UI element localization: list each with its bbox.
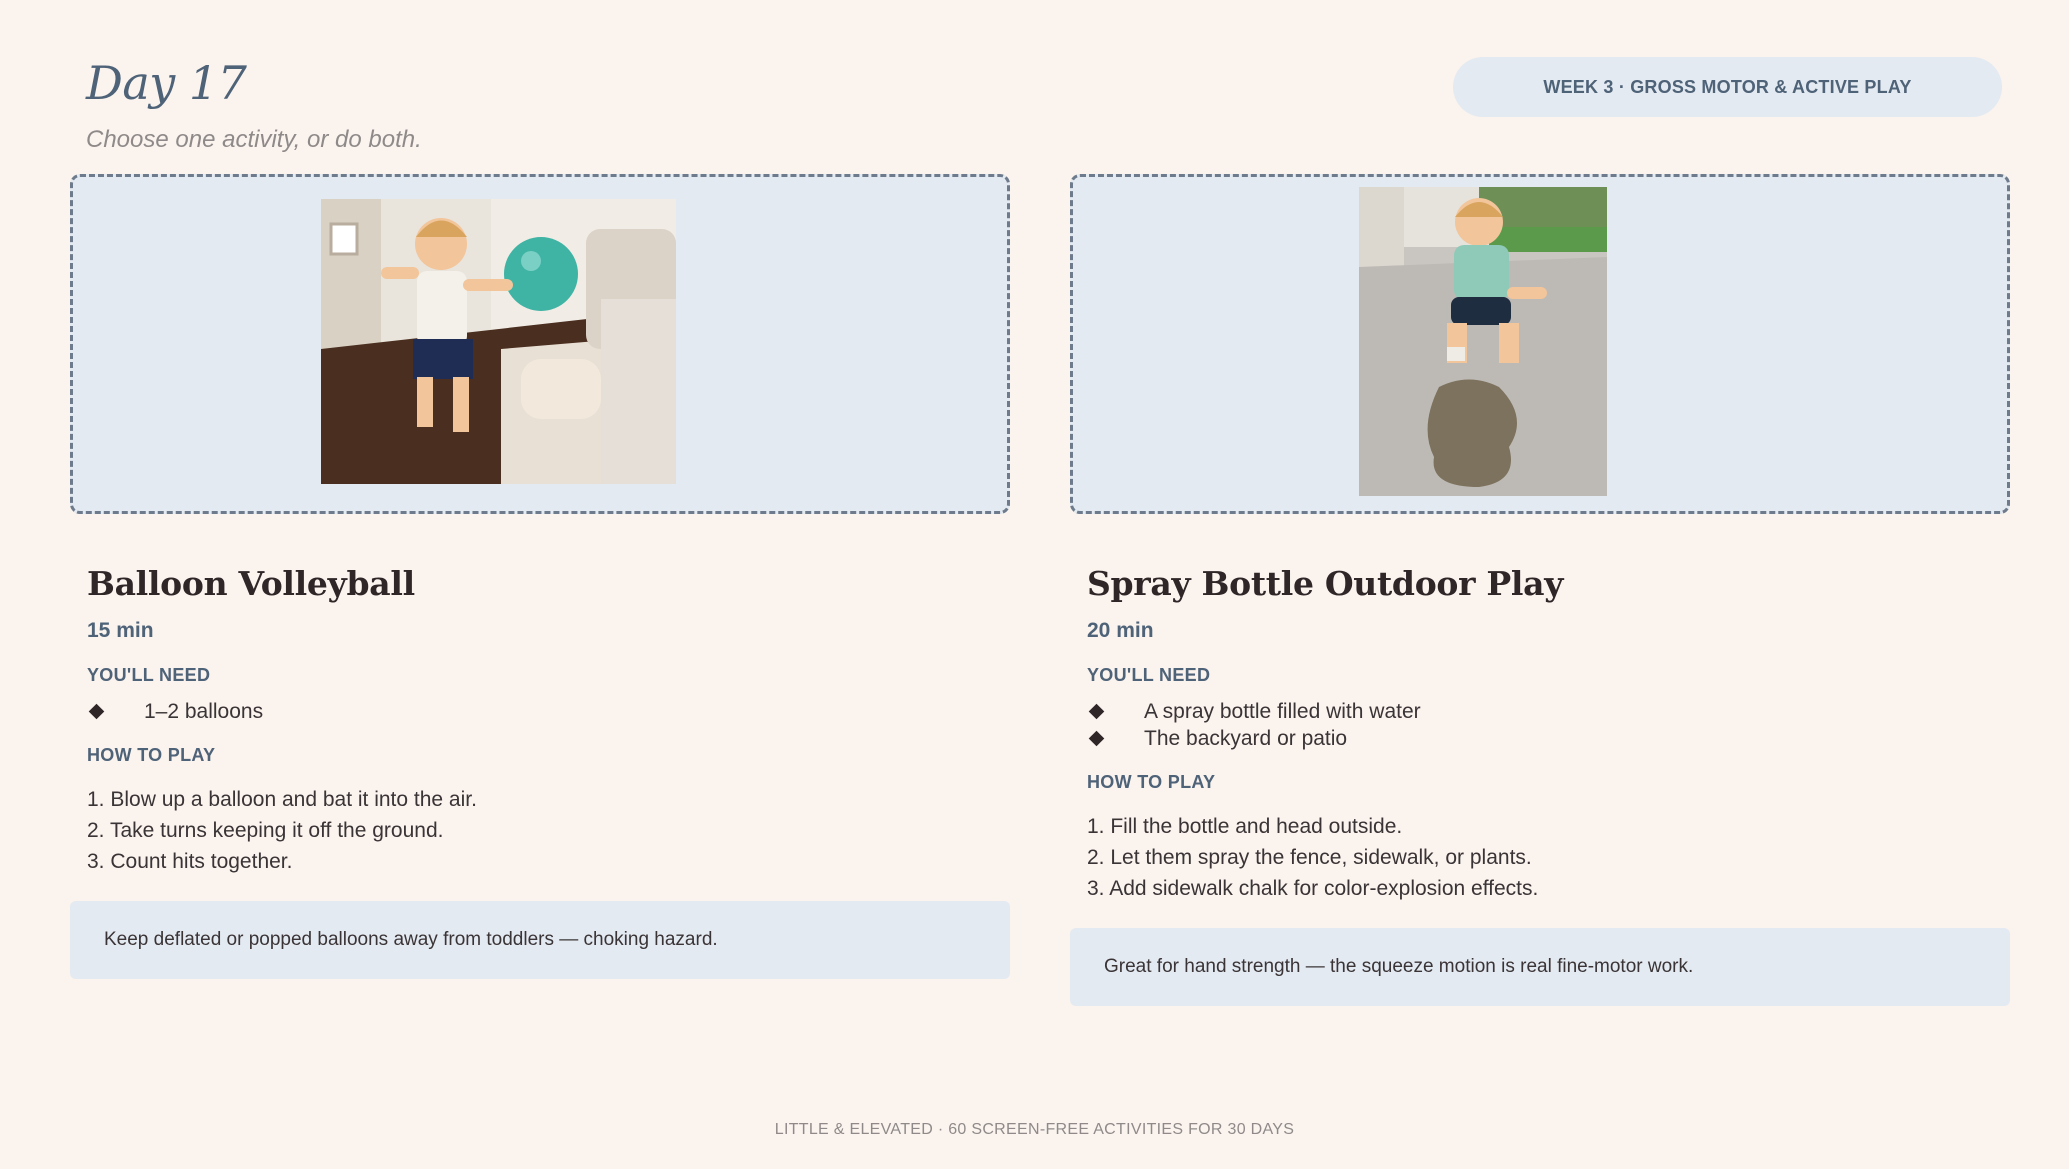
needs-list — [87, 698, 1010, 725]
how-to-play-label: HOW TO PLAY — [1087, 772, 1216, 792]
activity-card-spray-bottle — [1070, 174, 2010, 1006]
activity-card-balloon-volleyball — [70, 174, 1010, 979]
diamond-bullet-icon — [1089, 731, 1105, 747]
step-item: 2. Let them spray the fence, sidewalk, or plants. — [1087, 846, 1532, 869]
activity-duration: 20 min — [1087, 619, 1154, 642]
youll-need-label: YOU'LL NEED — [87, 665, 211, 685]
need-text: A spray bottle filled with water — [1144, 699, 1421, 723]
spray-bottle-photo — [1359, 187, 1607, 496]
balloon-volleyball-photo — [321, 199, 676, 484]
list-item — [1087, 725, 2010, 752]
steps-list — [1087, 815, 2010, 908]
page-title: Day 17 — [86, 56, 247, 110]
needs-list — [1087, 698, 2010, 752]
footer: LITTLE & ELEVATED · 60 SCREEN-FREE ACTIVITIES FOR 30 DAYS — [774, 1121, 1295, 1138]
tip-note: Great for hand strength — the squeeze motion is real fine-motor work. — [1070, 928, 2010, 1006]
youll-need-label: YOU'LL NEED — [1087, 665, 1211, 685]
step-item: 1. Blow up a balloon and bat it into the air. — [87, 788, 477, 811]
need-text: 1–2 balloons — [144, 699, 264, 723]
step-item: 3. Add sidewalk chalk for color-explosion effects. — [1087, 877, 1539, 900]
activity-title: Balloon Volleyball — [87, 564, 415, 603]
activity-duration: 15 min — [87, 619, 154, 642]
list-item — [1087, 698, 2010, 725]
photo-frame — [70, 174, 1010, 514]
need-text: The backyard or patio — [1144, 726, 1348, 750]
how-to-play-label: HOW TO PLAY — [87, 745, 216, 765]
diamond-bullet-icon — [89, 704, 105, 720]
step-item: 2. Take turns keeping it off the ground. — [87, 819, 444, 842]
list-item — [87, 698, 1010, 725]
steps-list — [87, 788, 1010, 881]
activity-title: Spray Bottle Outdoor Play — [1087, 564, 1564, 603]
step-item: 3. Count hits together. — [87, 850, 293, 873]
page-subtitle: Choose one activity, or do both. — [86, 126, 422, 153]
step-item: 1. Fill the bottle and head outside. — [1087, 815, 1403, 838]
photo-frame — [1070, 174, 2010, 514]
diamond-bullet-icon — [1089, 704, 1105, 720]
week-badge: WEEK 3 · GROSS MOTOR & ACTIVE PLAY — [1453, 57, 2002, 117]
safety-note: Keep deflated or popped balloons away from toddlers — choking hazard. — [70, 901, 1010, 979]
